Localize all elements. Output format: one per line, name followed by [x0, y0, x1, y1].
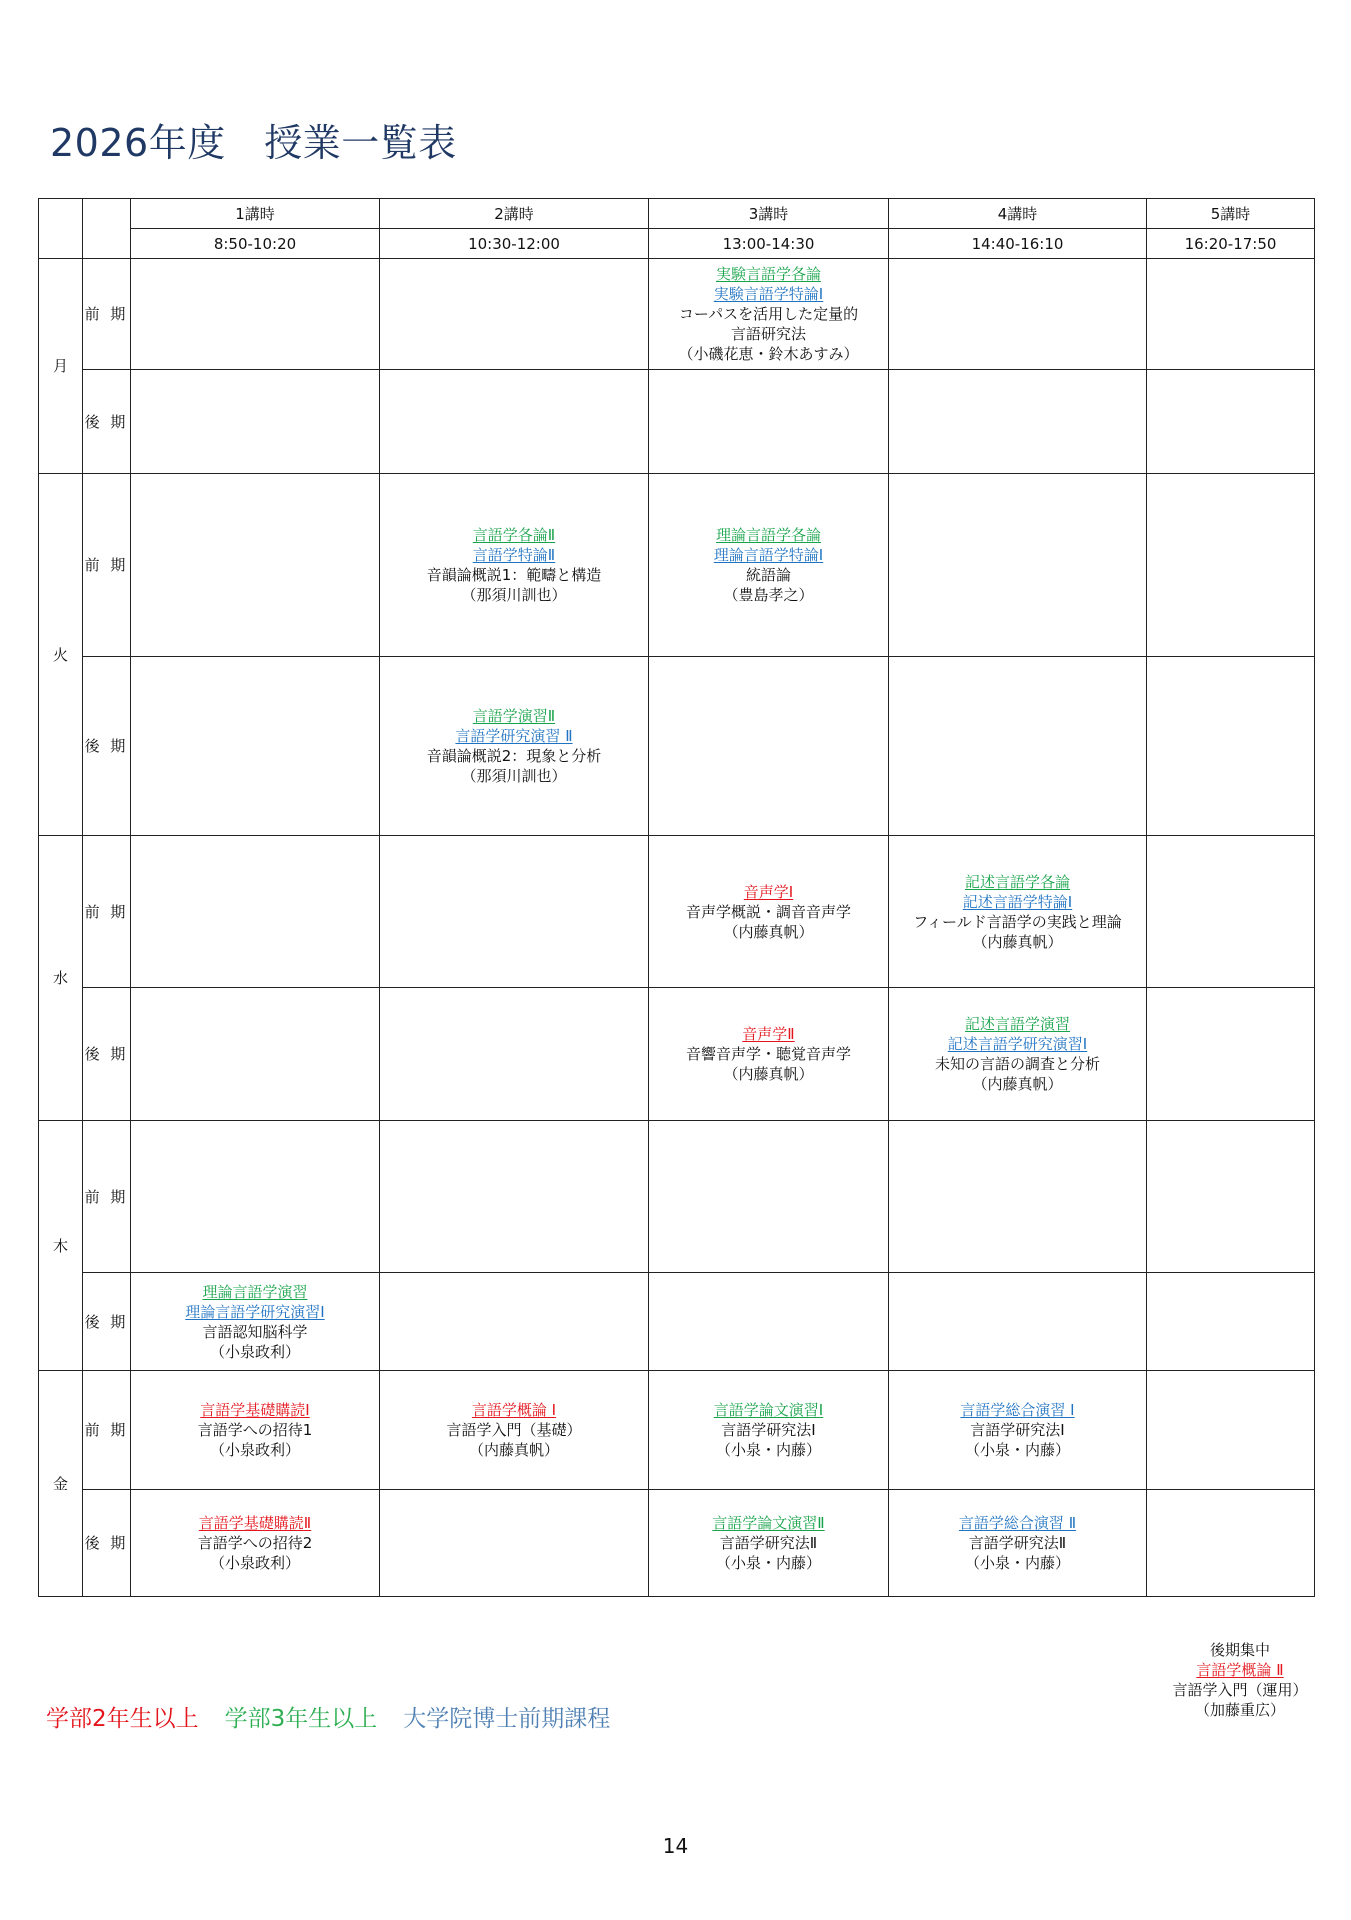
course-line: 言語研究法 — [730, 325, 806, 343]
term-cell: 前 期 — [83, 1371, 131, 1490]
term-row — [39, 836, 1315, 988]
course-line: 言語学研究法Ⅱ — [968, 1534, 1067, 1552]
corner-cell — [83, 199, 131, 259]
course-line: （那須川訓也） — [461, 586, 567, 604]
class-cell — [380, 370, 649, 474]
legend — [46, 1700, 636, 1733]
course-line: 言語学各論Ⅱ — [472, 526, 556, 544]
course-line: 言語認知脳科学 — [202, 1322, 308, 1341]
term-cell: 後 期 — [83, 1273, 131, 1371]
course-line: 言語学基礎購読Ⅰ — [200, 1401, 310, 1419]
course-line: （内藤真帆） — [972, 1075, 1063, 1093]
class-cell — [649, 474, 889, 657]
period-label: 4講時 — [889, 199, 1147, 229]
class-cell — [649, 1121, 889, 1273]
class-cell — [1147, 474, 1315, 657]
course-line: 音響音声学・聴覚音声学 — [685, 1045, 851, 1063]
header-row-period — [39, 199, 1315, 229]
course-line: 理論言語学各論 — [715, 526, 821, 544]
class-cell — [889, 836, 1147, 988]
course-line: 音声学概説・調音音声学 — [685, 902, 851, 921]
term-row — [39, 657, 1315, 836]
term-cell: 後 期 — [83, 988, 131, 1121]
class-cell — [131, 259, 380, 370]
class-cell — [889, 370, 1147, 474]
course-line: 記述言語学演習 — [964, 1015, 1070, 1033]
course-line: 言語学総合演習 Ⅱ — [958, 1514, 1077, 1532]
term-row — [39, 1490, 1315, 1597]
course-line: 音声学Ⅱ — [742, 1025, 795, 1043]
intensive-course-note — [1160, 1640, 1320, 1720]
course-line: 実験言語学各論 — [715, 265, 821, 283]
class-cell — [889, 474, 1147, 657]
term-row — [39, 1121, 1315, 1273]
class-cell — [1147, 1121, 1315, 1273]
class-cell — [889, 1490, 1147, 1597]
term-cell: 後 期 — [83, 1490, 131, 1597]
class-cell — [649, 1490, 889, 1597]
class-cell — [380, 1490, 649, 1597]
class-cell — [649, 1273, 889, 1371]
term-cell: 前 期 — [83, 1121, 131, 1273]
course-line: 音韻論概説1：範疇と構造 — [426, 566, 602, 584]
course-line: （加藤重広） — [1194, 1701, 1285, 1719]
class-cell — [1147, 259, 1315, 370]
course-line: 理論言語学特論Ⅰ — [713, 546, 824, 564]
term-cell: 前 期 — [83, 474, 131, 657]
class-cell — [1147, 1490, 1315, 1597]
period-label: 1講時 — [131, 199, 380, 229]
class-cell — [131, 657, 380, 836]
course-line: （那須川訓也） — [461, 767, 567, 785]
course-line: （小泉・内藤） — [715, 1554, 821, 1572]
page-number: 14 — [662, 1834, 689, 1858]
term-cell: 前 期 — [83, 836, 131, 988]
course-line: 言語学論文演習Ⅰ — [713, 1401, 824, 1419]
course-line: 言語学基礎購読Ⅱ — [198, 1514, 312, 1532]
term-cell: 前 期 — [83, 259, 131, 370]
class-cell — [131, 1490, 380, 1597]
class-cell — [1147, 370, 1315, 474]
course-line: 音韻論概説2：現象と分析 — [426, 747, 602, 765]
day-cell: 水 — [39, 836, 83, 1121]
class-cell — [889, 988, 1147, 1121]
period-time: 14:40-16:10 — [889, 229, 1147, 259]
class-cell — [380, 259, 649, 370]
term-row — [39, 474, 1315, 657]
class-cell — [649, 1371, 889, 1490]
course-line: 理論言語学研究演習Ⅰ — [185, 1302, 325, 1321]
course-line: （小磯花恵・鈴木あすみ） — [678, 345, 859, 363]
course-line: 言語学入門（運用） — [1172, 1681, 1308, 1699]
course-line: （小泉・内藤） — [964, 1554, 1070, 1572]
class-cell — [131, 988, 380, 1121]
class-cell — [131, 1371, 380, 1490]
period-time: 10:30-12:00 — [380, 229, 649, 259]
class-cell — [380, 1371, 649, 1490]
timetable — [38, 198, 1315, 1597]
class-cell — [380, 988, 649, 1121]
class-cell — [131, 474, 380, 657]
corner-cell — [39, 199, 83, 259]
class-cell — [649, 657, 889, 836]
course-line: 記述言語学特論Ⅰ — [962, 892, 1073, 911]
period-time: 13:00-14:30 — [649, 229, 889, 259]
class-cell — [649, 370, 889, 474]
class-cell — [1147, 988, 1315, 1121]
period-label: 5講時 — [1147, 199, 1315, 229]
course-line: 実験言語学特論Ⅰ — [713, 285, 824, 303]
course-line: 言語学研究法Ⅰ — [970, 1421, 1065, 1439]
day-cell: 木 — [39, 1121, 83, 1371]
term-cell: 後 期 — [83, 657, 131, 836]
course-line: 言語学論文演習Ⅱ — [712, 1514, 825, 1532]
course-line: 言語学概論 Ⅰ — [471, 1401, 557, 1419]
period-time: 8:50-10:20 — [131, 229, 380, 259]
header-row-time — [39, 229, 1315, 259]
course-line: （小泉政利） — [209, 1554, 300, 1572]
course-line: 言語学研究演習 Ⅱ — [455, 727, 573, 745]
class-cell — [1147, 1371, 1315, 1490]
class-cell — [131, 836, 380, 988]
class-cell — [889, 1273, 1147, 1371]
course-line: 言語学特論Ⅱ — [472, 546, 556, 564]
class-cell — [649, 988, 889, 1121]
course-line: 理論言語学演習 — [202, 1282, 308, 1301]
course-line: 言語学総合演習 Ⅰ — [960, 1401, 1075, 1419]
class-cell — [1147, 1273, 1315, 1371]
course-line: （小泉政利） — [209, 1441, 300, 1459]
legend-item: 学部3年生以上 — [224, 1706, 378, 1732]
class-cell — [889, 259, 1147, 370]
course-line: （小泉・内藤） — [964, 1441, 1070, 1459]
term-row — [39, 1273, 1315, 1371]
term-row — [39, 1371, 1315, 1490]
period-label: 3講時 — [649, 199, 889, 229]
course-line: 音声学Ⅰ — [743, 882, 794, 901]
course-line: （内藤真帆） — [723, 1065, 814, 1083]
day-cell: 月 — [39, 259, 83, 474]
legend-item: 大学院博士前期課程 — [403, 1706, 611, 1732]
course-line: 記述言語学各論 — [964, 872, 1070, 891]
class-cell — [131, 370, 380, 474]
class-cell — [380, 836, 649, 988]
course-line: 言語学入門（基礎） — [446, 1421, 582, 1439]
class-cell — [1147, 657, 1315, 836]
course-line: （小泉政利） — [209, 1342, 300, 1361]
class-cell — [889, 657, 1147, 836]
period-time: 16:20-17:50 — [1147, 229, 1315, 259]
course-line: 記述言語学研究演習Ⅰ — [947, 1035, 1088, 1053]
course-line: 言語学への招待2 — [197, 1534, 313, 1552]
term-row — [39, 259, 1315, 370]
course-line: 後期集中 — [1209, 1641, 1270, 1659]
class-cell — [649, 836, 889, 988]
day-cell: 金 — [39, 1371, 83, 1597]
course-line: 言語学への招待1 — [197, 1421, 313, 1439]
course-line: （内藤真帆） — [972, 932, 1063, 951]
class-cell — [380, 1273, 649, 1371]
day-cell: 火 — [39, 474, 83, 836]
course-line: 言語学演習Ⅱ — [472, 707, 556, 725]
class-cell — [649, 259, 889, 370]
class-cell — [889, 1121, 1147, 1273]
class-cell — [131, 1121, 380, 1273]
term-cell: 後 期 — [83, 370, 131, 474]
course-line: （内藤真帆） — [468, 1441, 559, 1459]
class-cell — [1147, 836, 1315, 988]
course-line: 言語学研究法Ⅱ — [719, 1534, 818, 1552]
term-row — [39, 370, 1315, 474]
course-line: コーパスを活用した定量的 — [678, 305, 859, 323]
class-cell — [889, 1371, 1147, 1490]
course-line: 言語学研究法Ⅰ — [721, 1421, 816, 1439]
course-line: フィールド言語学の実践と理論 — [913, 912, 1122, 931]
course-line: （小泉・内藤） — [715, 1441, 821, 1459]
class-cell — [131, 1273, 380, 1371]
course-line: 統語論 — [745, 566, 791, 584]
period-label: 2講時 — [380, 199, 649, 229]
class-cell — [380, 1121, 649, 1273]
page-title: 2026年度 授業一覧表 — [50, 121, 457, 165]
legend-item: 学部2年生以上 — [46, 1706, 199, 1732]
course-line: 言語学概論 Ⅱ — [1196, 1661, 1284, 1679]
course-line: （内藤真帆） — [723, 922, 814, 941]
course-line: 未知の言語の調査と分析 — [934, 1055, 1100, 1073]
class-cell — [380, 474, 649, 657]
term-row — [39, 988, 1315, 1121]
course-line: （豊島孝之） — [723, 586, 814, 604]
class-cell — [380, 657, 649, 836]
